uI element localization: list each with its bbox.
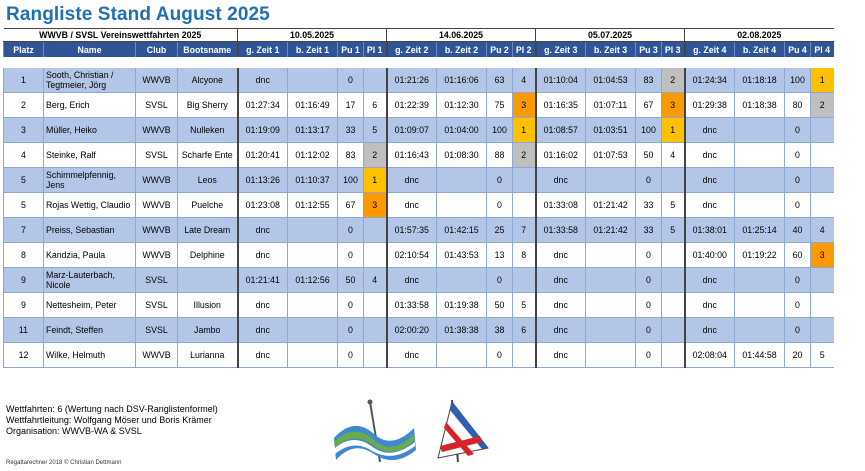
place-cell: 2 [4, 93, 44, 118]
gross-time-cell: dnc [387, 168, 437, 193]
race-place-cell [811, 268, 834, 293]
net-time-cell [735, 168, 785, 193]
gross-time-cell: dnc [238, 343, 288, 368]
gross-time-cell: 02:10:54 [387, 243, 437, 268]
name-cell: Steinke, Ralf [44, 143, 136, 168]
column-header-row [4, 42, 834, 58]
column-header-b-zeit-3: b. Zeit 3 [586, 42, 636, 58]
race-place-cell: 4 [811, 218, 834, 243]
net-time-cell [586, 343, 636, 368]
points-cell: 17 [338, 93, 364, 118]
race-place-cell: 1 [811, 68, 834, 93]
race-date-4: 02.08.2025 [685, 29, 834, 42]
gross-time-cell: 01:23:08 [238, 193, 288, 218]
gross-time-cell: dnc [238, 68, 288, 93]
points-cell: 0 [785, 318, 811, 343]
column-header-pl-2: Pl 2 [513, 42, 536, 58]
race-date-1: 10.05.2025 [238, 29, 387, 42]
name-cell: Kandzia, Paula [44, 243, 136, 268]
gross-time-cell: dnc [536, 318, 586, 343]
net-time-cell: 01:12:55 [288, 193, 338, 218]
race-place-cell [662, 243, 685, 268]
net-time-cell: 01:04:00 [437, 118, 487, 143]
race-place-cell [811, 168, 834, 193]
gross-time-cell: dnc [685, 318, 735, 343]
net-time-cell: 01:43:53 [437, 243, 487, 268]
points-cell: 33 [636, 218, 662, 243]
column-header-pl-1: Pl 1 [364, 42, 387, 58]
points-cell: 50 [338, 268, 364, 293]
points-cell: 63 [487, 68, 513, 93]
points-cell: 60 [785, 243, 811, 268]
gross-time-cell: 01:19:09 [238, 118, 288, 143]
race-place-cell [513, 168, 536, 193]
net-time-cell [437, 193, 487, 218]
race-place-cell: 5 [811, 343, 834, 368]
boat-cell: Lurianna [178, 343, 238, 368]
net-time-cell [288, 68, 338, 93]
net-time-cell: 01:16:06 [437, 68, 487, 93]
footer-organisation: Organisation: WWVB-WA & SVSL [6, 426, 142, 436]
place-cell: 8 [4, 243, 44, 268]
column-header-pl-4: Pl 4 [811, 42, 834, 58]
name-cell: Wilke, Helmuth [44, 343, 136, 368]
race-place-cell [364, 68, 387, 93]
points-cell: 0 [785, 168, 811, 193]
race-place-cell: 5 [513, 293, 536, 318]
club-cell: WWVB [136, 343, 178, 368]
points-cell: 40 [785, 218, 811, 243]
gross-time-cell: dnc [685, 143, 735, 168]
column-header-bootsname: Bootsname [178, 42, 238, 58]
net-time-cell: 01:04:53 [586, 68, 636, 93]
net-time-cell [437, 168, 487, 193]
race-place-cell: 4 [513, 68, 536, 93]
club-cell: SVSL [136, 293, 178, 318]
points-cell: 50 [487, 293, 513, 318]
group-title: WWVB / SVSL Vereinswettfahrten 2025 [4, 29, 238, 42]
net-time-cell: 01:12:30 [437, 93, 487, 118]
race-place-cell: 2 [811, 93, 834, 118]
place-cell: 5 [4, 193, 44, 218]
gross-time-cell: 01:16:43 [387, 143, 437, 168]
page-title: Rangliste Stand August 2025 [6, 4, 270, 25]
points-cell: 100 [636, 118, 662, 143]
club-cell: WWVB [136, 68, 178, 93]
gross-time-cell: dnc [536, 168, 586, 193]
points-cell: 0 [785, 143, 811, 168]
points-cell: 0 [338, 293, 364, 318]
race-place-cell: 6 [364, 93, 387, 118]
points-cell: 20 [785, 343, 811, 368]
race-place-cell [364, 243, 387, 268]
race-place-cell: 2 [662, 68, 685, 93]
race-place-cell: 2 [364, 143, 387, 168]
gross-time-cell: 01:10:04 [536, 68, 586, 93]
table-row [4, 268, 834, 293]
boat-cell [178, 268, 238, 293]
place-cell: 4 [4, 143, 44, 168]
race-place-cell [662, 168, 685, 193]
gross-time-cell: dnc [387, 193, 437, 218]
points-cell: 0 [785, 193, 811, 218]
points-cell: 0 [636, 268, 662, 293]
gross-time-cell: 01:33:58 [387, 293, 437, 318]
net-time-cell [437, 268, 487, 293]
gross-time-cell: dnc [238, 218, 288, 243]
column-header-pu-2: Pu 2 [487, 42, 513, 58]
gross-time-cell: 01:21:41 [238, 268, 288, 293]
net-time-cell: 01:13:17 [288, 118, 338, 143]
table-row [4, 68, 834, 93]
points-cell: 0 [338, 318, 364, 343]
points-cell: 38 [487, 318, 513, 343]
race-place-cell [811, 118, 834, 143]
race-place-cell: 1 [662, 118, 685, 143]
name-cell: Berg, Erich [44, 93, 136, 118]
boat-cell: Jambo [178, 318, 238, 343]
credit-line: Regattarechner 2018 © Christian Dettmann [6, 460, 122, 466]
points-cell: 67 [636, 93, 662, 118]
race-place-cell [513, 268, 536, 293]
points-cell: 0 [487, 168, 513, 193]
gross-time-cell: 01:40:00 [685, 243, 735, 268]
net-time-cell [288, 293, 338, 318]
points-cell: 0 [785, 293, 811, 318]
race-place-cell [364, 218, 387, 243]
net-time-cell: 01:12:56 [288, 268, 338, 293]
club-cell: SVSL [136, 318, 178, 343]
net-time-cell [288, 318, 338, 343]
net-time-cell [586, 243, 636, 268]
points-cell: 50 [636, 143, 662, 168]
race-place-cell: 6 [513, 318, 536, 343]
column-header-pu-1: Pu 1 [338, 42, 364, 58]
points-cell: 13 [487, 243, 513, 268]
race-place-cell: 3 [662, 93, 685, 118]
club-cell: WWVB [136, 193, 178, 218]
table-row [4, 243, 834, 268]
points-cell: 0 [338, 243, 364, 268]
points-cell: 100 [487, 118, 513, 143]
name-cell: Feindt, Steffen [44, 318, 136, 343]
name-cell: Müller, Heiko [44, 118, 136, 143]
race-place-cell [364, 318, 387, 343]
points-cell: 0 [487, 268, 513, 293]
boat-cell: Alcyone [178, 68, 238, 93]
column-header-b-zeit-4: b. Zeit 4 [735, 42, 785, 58]
club-cell: WWVB [136, 243, 178, 268]
net-time-cell [288, 218, 338, 243]
place-cell: 9 [4, 268, 44, 293]
race-place-cell [662, 268, 685, 293]
points-cell: 0 [338, 343, 364, 368]
points-cell: 0 [636, 243, 662, 268]
gross-time-cell: 01:13:26 [238, 168, 288, 193]
name-cell: Preiss, Sebastian [44, 218, 136, 243]
boat-cell: Late Dream [178, 218, 238, 243]
net-time-cell [586, 268, 636, 293]
net-time-cell: 01:21:42 [586, 193, 636, 218]
net-time-cell: 01:12:02 [288, 143, 338, 168]
points-cell: 0 [338, 68, 364, 93]
place-cell: 1 [4, 68, 44, 93]
race-place-cell [662, 343, 685, 368]
gross-time-cell: dnc [387, 268, 437, 293]
group-header-row [4, 29, 834, 42]
boat-cell: Scharfe Ente [178, 143, 238, 168]
place-cell: 11 [4, 318, 44, 343]
gross-time-cell: dnc [685, 268, 735, 293]
club-cell: WWVB [136, 218, 178, 243]
race-place-cell [811, 318, 834, 343]
net-time-cell [288, 243, 338, 268]
ranking-table [3, 28, 834, 368]
name-cell: Nettesheim, Peter [44, 293, 136, 318]
race-place-cell [662, 318, 685, 343]
net-time-cell: 01:03:51 [586, 118, 636, 143]
race-place-cell: 5 [662, 218, 685, 243]
table-row [4, 168, 834, 193]
net-time-cell [586, 318, 636, 343]
race-place-cell [513, 343, 536, 368]
place-cell: 7 [4, 218, 44, 243]
gross-time-cell: 02:08:04 [685, 343, 735, 368]
place-cell: 5 [4, 168, 44, 193]
boat-cell: Big Sherry [178, 93, 238, 118]
race-place-cell [811, 143, 834, 168]
race-place-cell [662, 293, 685, 318]
table-row [4, 343, 834, 368]
table-row [4, 293, 834, 318]
net-time-cell [735, 318, 785, 343]
svsl-flag-icon [428, 396, 498, 466]
points-cell: 33 [338, 118, 364, 143]
column-header-name: Name [44, 42, 136, 58]
race-date-3: 05.07.2025 [536, 29, 685, 42]
club-cell: SVSL [136, 93, 178, 118]
gross-time-cell: 01:27:34 [238, 93, 288, 118]
boat-cell: Puelche [178, 193, 238, 218]
gross-time-cell: 01:33:58 [536, 218, 586, 243]
gross-time-cell: 01:24:34 [685, 68, 735, 93]
gross-time-cell: 01:22:39 [387, 93, 437, 118]
race-place-cell: 2 [513, 143, 536, 168]
points-cell: 0 [487, 343, 513, 368]
points-cell: 0 [785, 268, 811, 293]
race-place-cell: 3 [513, 93, 536, 118]
net-time-cell: 01:07:11 [586, 93, 636, 118]
column-header-pu-4: Pu 4 [785, 42, 811, 58]
net-time-cell: 01:08:30 [437, 143, 487, 168]
table-row [4, 118, 834, 143]
race-place-cell: 4 [662, 143, 685, 168]
gross-time-cell: dnc [536, 293, 586, 318]
net-time-cell: 01:25:14 [735, 218, 785, 243]
points-cell: 33 [636, 193, 662, 218]
footer-info [6, 404, 218, 437]
net-time-cell: 01:21:42 [586, 218, 636, 243]
net-time-cell [735, 293, 785, 318]
gross-time-cell: dnc [536, 243, 586, 268]
column-header-pu-3: Pu 3 [636, 42, 662, 58]
column-header-b-zeit-2: b. Zeit 2 [437, 42, 487, 58]
points-cell: 83 [338, 143, 364, 168]
net-time-cell: 01:18:38 [735, 93, 785, 118]
name-cell: Rojas Wettig, Claudio [44, 193, 136, 218]
boat-cell: Delphine [178, 243, 238, 268]
race-place-cell: 7 [513, 218, 536, 243]
net-time-cell [735, 193, 785, 218]
ranking-body [4, 57, 834, 368]
points-cell: 0 [636, 318, 662, 343]
club-cell: WWVB [136, 118, 178, 143]
points-cell: 0 [487, 193, 513, 218]
footer-races: Wettfahrten: 6 (Wertung nach DSV-Ranglistenformel) [6, 404, 218, 414]
gross-time-cell: dnc [238, 293, 288, 318]
footer-race-officers: Wettfahrtleitung: Wolfgang Möser und Boris Krämer [6, 415, 212, 425]
race-place-cell: 3 [364, 193, 387, 218]
points-cell: 100 [338, 168, 364, 193]
gross-time-cell: 01:21:26 [387, 68, 437, 93]
name-cell: Marz-Lauterbach, Nicole [44, 268, 136, 293]
race-place-cell: 1 [513, 118, 536, 143]
gross-time-cell: dnc [685, 168, 735, 193]
net-time-cell: 01:44:58 [735, 343, 785, 368]
net-time-cell: 01:38:38 [437, 318, 487, 343]
place-cell: 3 [4, 118, 44, 143]
gross-time-cell: 01:38:01 [685, 218, 735, 243]
gross-time-cell: 01:20:41 [238, 143, 288, 168]
points-cell: 100 [785, 68, 811, 93]
race-place-cell: 3 [811, 243, 834, 268]
gross-time-cell: dnc [238, 243, 288, 268]
column-header-platz: Platz [4, 42, 44, 58]
table-row [4, 218, 834, 243]
gross-time-cell: dnc [685, 293, 735, 318]
race-place-cell [811, 293, 834, 318]
club-cell: SVSL [136, 143, 178, 168]
column-header-g-zeit-2: g. Zeit 2 [387, 42, 437, 58]
points-cell: 88 [487, 143, 513, 168]
column-header-g-zeit-1: g. Zeit 1 [238, 42, 288, 58]
gross-time-cell: 01:57:35 [387, 218, 437, 243]
column-header-pl-3: Pl 3 [662, 42, 685, 58]
points-cell: 80 [785, 93, 811, 118]
club-cell: SVSL [136, 268, 178, 293]
gross-time-cell: dnc [536, 268, 586, 293]
race-place-cell [364, 343, 387, 368]
place-cell: 12 [4, 343, 44, 368]
gross-time-cell: dnc [685, 118, 735, 143]
table-row [4, 193, 834, 218]
column-header-club: Club [136, 42, 178, 58]
gross-time-cell: 01:09:07 [387, 118, 437, 143]
points-cell: 67 [338, 193, 364, 218]
race-place-cell [811, 193, 834, 218]
club-cell: WWVB [136, 168, 178, 193]
race-place-cell: 5 [364, 118, 387, 143]
column-header-b-zeit-1: b. Zeit 1 [288, 42, 338, 58]
net-time-cell: 01:10:37 [288, 168, 338, 193]
name-cell: Sooth, Christian / Tegtmeier, Jörg [44, 68, 136, 93]
gross-time-cell: 02:00:20 [387, 318, 437, 343]
race-place-cell: 4 [364, 268, 387, 293]
gross-time-cell: dnc [685, 193, 735, 218]
table-row [4, 143, 834, 168]
net-time-cell [437, 343, 487, 368]
net-time-cell [586, 293, 636, 318]
spacer-row [4, 57, 834, 68]
gross-time-cell: 01:16:35 [536, 93, 586, 118]
boat-cell: Nulleken [178, 118, 238, 143]
net-time-cell [735, 143, 785, 168]
place-cell: 9 [4, 293, 44, 318]
race-place-cell: 1 [364, 168, 387, 193]
boat-cell: Leos [178, 168, 238, 193]
table-row [4, 93, 834, 118]
points-cell: 0 [636, 293, 662, 318]
net-time-cell: 01:07:53 [586, 143, 636, 168]
name-cell: Schimmelpfennig, Jens [44, 168, 136, 193]
gross-time-cell: dnc [536, 343, 586, 368]
points-cell: 83 [636, 68, 662, 93]
points-cell: 0 [636, 343, 662, 368]
net-time-cell [586, 168, 636, 193]
gross-time-cell: dnc [238, 318, 288, 343]
points-cell: 75 [487, 93, 513, 118]
wwvb-flag-icon [330, 398, 420, 466]
boat-cell: Illusion [178, 293, 238, 318]
net-time-cell: 01:42:15 [437, 218, 487, 243]
points-cell: 0 [338, 218, 364, 243]
gross-time-cell: dnc [387, 343, 437, 368]
gross-time-cell: 01:16:02 [536, 143, 586, 168]
race-place-cell [364, 293, 387, 318]
net-time-cell [288, 343, 338, 368]
gross-time-cell: 01:33:08 [536, 193, 586, 218]
gross-time-cell: 01:29:38 [685, 93, 735, 118]
net-time-cell: 01:19:22 [735, 243, 785, 268]
net-time-cell: 01:16:49 [288, 93, 338, 118]
gross-time-cell: 01:08:57 [536, 118, 586, 143]
column-header-g-zeit-4: g. Zeit 4 [685, 42, 735, 58]
net-time-cell: 01:19:38 [437, 293, 487, 318]
net-time-cell: 01:18:18 [735, 68, 785, 93]
column-header-g-zeit-3: g. Zeit 3 [536, 42, 586, 58]
points-cell: 25 [487, 218, 513, 243]
table-row [4, 318, 834, 343]
race-place-cell [513, 193, 536, 218]
points-cell: 0 [636, 168, 662, 193]
points-cell: 0 [785, 118, 811, 143]
race-date-2: 14.06.2025 [387, 29, 536, 42]
race-place-cell: 8 [513, 243, 536, 268]
net-time-cell [735, 118, 785, 143]
net-time-cell [735, 268, 785, 293]
race-place-cell: 5 [662, 193, 685, 218]
